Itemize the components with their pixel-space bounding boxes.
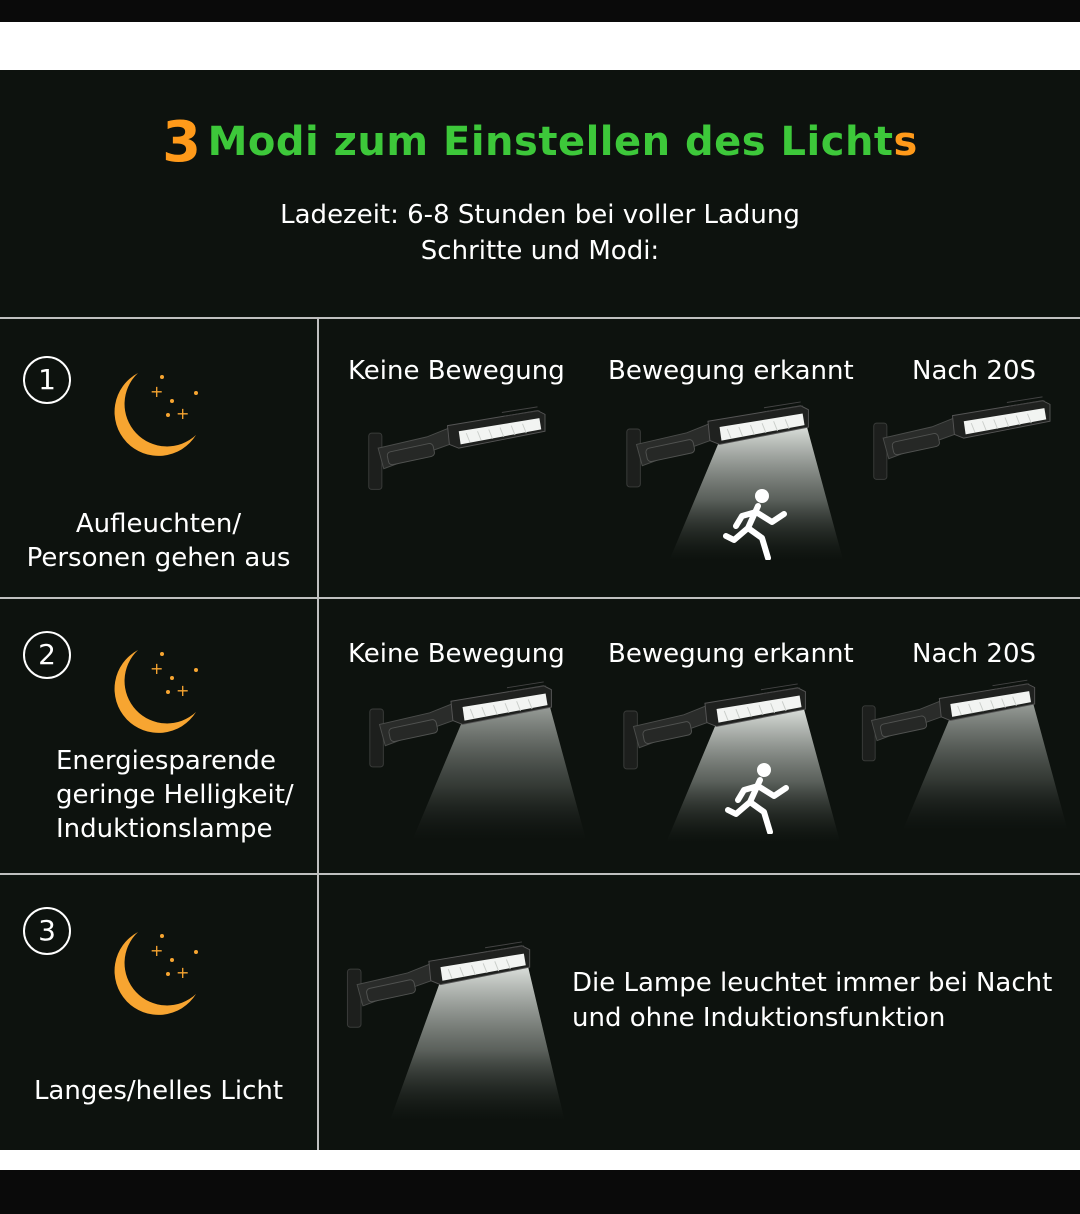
mode-3-description: Die Lampe leuchtet immer bei Nacht und ohne Induktionsfunktion — [572, 968, 1053, 1033]
mode-label-2: Energiesparende geringe Helligkeit/ Induktionslampe — [56, 746, 294, 844]
col-label-after-20s: Nach 20S — [912, 356, 1037, 386]
divider-row1 — [0, 597, 1080, 599]
mode-number-2: 2 — [23, 631, 71, 679]
street-lamp — [355, 405, 555, 495]
street-lamp — [855, 674, 1075, 844]
svg-text:+: + — [176, 404, 190, 423]
title-number: 3 — [162, 110, 202, 175]
divider-vertical — [317, 319, 319, 1150]
top-bar — [0, 0, 1080, 22]
street-lamp — [358, 680, 598, 850]
divider-row2 — [0, 873, 1080, 875]
top-white-strip — [0, 22, 1080, 70]
moon-stars-icon — [100, 365, 210, 465]
col-label-no-motion: Keine Bewegung — [348, 639, 565, 669]
mode-number-3: 3 — [23, 907, 71, 955]
svg-text:+: + — [150, 659, 164, 678]
divider-top — [0, 317, 1080, 319]
mode-label-3: Langes/helles Licht — [33, 1076, 284, 1106]
charge-time-text: Ladezeit: 6-8 Stunden bei voller Ladung — [280, 200, 800, 230]
running-person-icon — [722, 488, 792, 560]
mode-label-1: Aufleuchten/ Personen gehen aus — [26, 509, 291, 573]
col-label-motion-detected: Bewegung erkannt — [608, 639, 854, 669]
svg-text:+: + — [150, 382, 164, 401]
page-title — [0, 110, 1080, 175]
title-main: Modi zum Einstellen des Licht — [207, 119, 894, 165]
bottom-bar — [0, 1170, 1080, 1214]
bottom-white-strip — [0, 1150, 1080, 1170]
street-lamp — [336, 940, 576, 1130]
col-label-no-motion: Keine Bewegung — [348, 356, 565, 386]
street-lamp — [860, 395, 1060, 485]
mode-number-1: 1 — [23, 356, 71, 404]
col-label-after-20s: Nach 20S — [912, 639, 1037, 669]
moon-stars-icon — [100, 924, 210, 1024]
svg-text:+: + — [150, 941, 164, 960]
svg-text:+: + — [176, 963, 190, 982]
svg-text:+: + — [176, 681, 190, 700]
title-last-letter: s — [893, 119, 918, 165]
steps-modes-text: Schritte und Modi: — [420, 236, 660, 266]
col-label-motion-detected: Bewegung erkannt — [608, 356, 854, 386]
running-person-icon — [724, 762, 794, 834]
moon-stars-icon — [100, 642, 210, 742]
